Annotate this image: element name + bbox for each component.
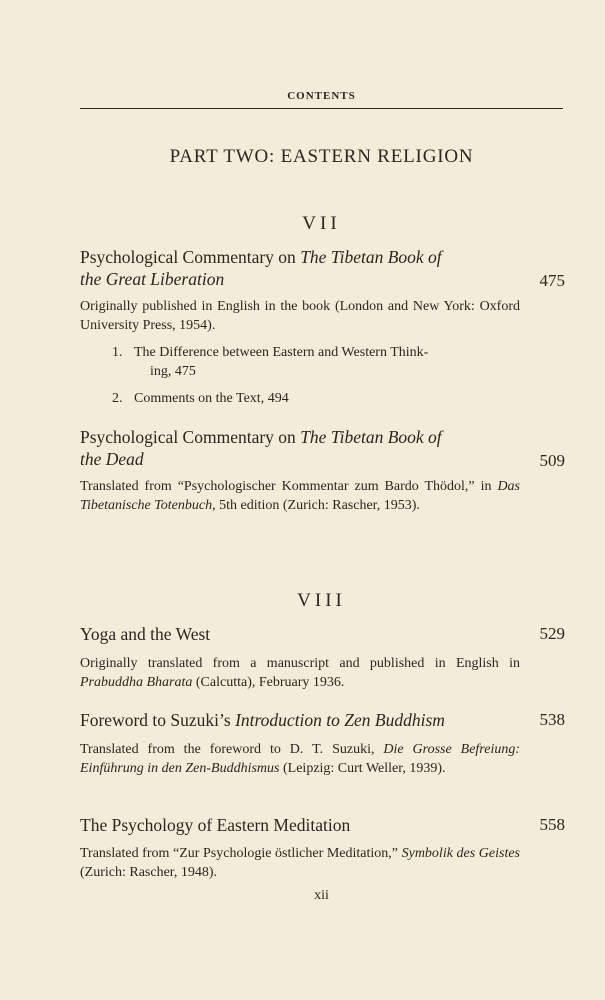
entry-note-tibetan-dead: Translated from “Psychologischer Kommentar zum Bardo Thödol,” in Das Tibetanische Totenbuch, 5th edition (Zurich: Rascher, 1953).	[80, 479, 520, 513]
page-number-yoga-west: 529	[539, 624, 565, 643]
header-rule	[80, 108, 563, 109]
entry-title-yoga-west: Yoga and the West	[80, 624, 211, 644]
section-number-vii: VII	[302, 213, 341, 234]
section-number-viii: VIII	[297, 590, 346, 611]
entry-title-tibetan-liberation: Psychological Commentary on The Tibetan Book of the Great Liberation	[80, 247, 442, 289]
page-number-tibetan-liberation: 475	[539, 271, 565, 290]
running-head: CONTENTS	[287, 90, 356, 102]
entry-note-yoga-west: Originally translated from a manuscript and published in English in Prabuddha Bharata (Calcutta), February 1936.	[80, 656, 520, 690]
entry-title-meditation: The Psychology of Eastern Meditation	[80, 815, 351, 835]
entry-title-tibetan-dead: Psychological Commentary on The Tibetan Book of the Dead	[80, 427, 442, 469]
page-number-suzuki: 538	[539, 710, 565, 729]
page-number-tibetan-dead: 509	[539, 451, 565, 470]
entry-note-meditation: Translated from “Zur Psychologie östlicher Meditation,” Symbolik des Geistes (Zurich: Rascher, 1948).	[80, 846, 520, 880]
page-folio: xii	[314, 888, 329, 903]
entry-note-tibetan-liberation: Originally published in English in the book (London and New York: Oxford University Press, 1954).	[80, 299, 520, 333]
subentry-comments: 2. Comments on the Text, 494	[112, 391, 289, 406]
page-number-meditation: 558	[539, 815, 565, 834]
entry-title-suzuki: Foreword to Suzuki’s Introduction to Zen Buddhism	[80, 710, 445, 730]
entry-note-suzuki: Translated from the foreword to D. T. Suzuki, Die Grosse Befreiung: Einführung in den Zen-Buddhismus (Leipzig: Curt Weller, 1939).	[80, 742, 521, 776]
subentry-difference: 1. The Difference between Eastern and Western Think- ing, 475	[112, 345, 429, 379]
part-title: PART TWO: EASTERN RELIGION	[169, 146, 474, 167]
